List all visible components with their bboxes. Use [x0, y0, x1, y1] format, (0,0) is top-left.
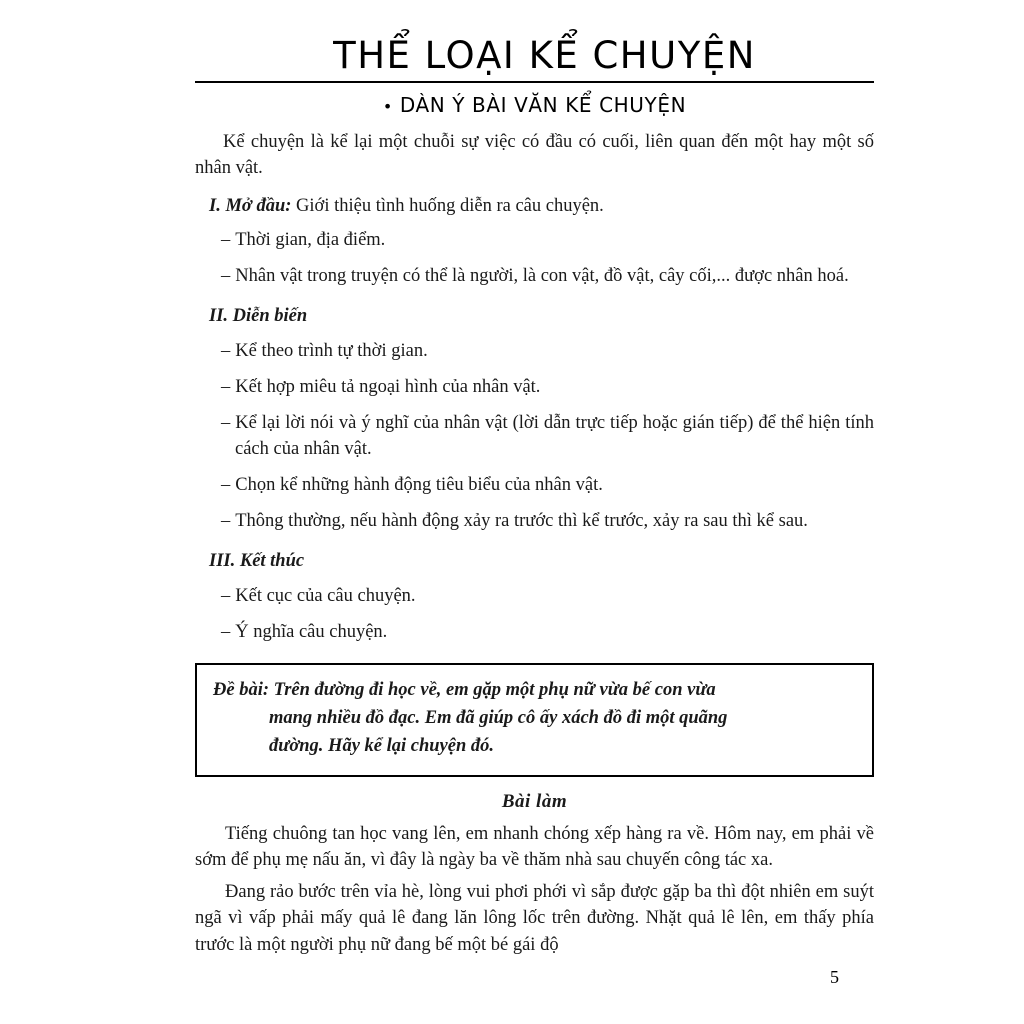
dash-icon: –: [221, 340, 231, 361]
list-item-text: Chọn kể những hành động tiêu biểu của nhân vật.: [235, 475, 603, 496]
list-item-text: Thời gian, địa điểm.: [235, 230, 386, 251]
dash-icon: –: [221, 621, 231, 642]
dash-icon: –: [221, 585, 231, 606]
list-item: [195, 263, 874, 290]
list-item: [195, 410, 874, 464]
section-heading-2: [195, 304, 874, 330]
dash-icon: –: [221, 230, 231, 251]
list-item: [195, 583, 874, 610]
dash-icon: –: [221, 376, 231, 397]
bullet-icon: •: [382, 97, 393, 116]
list-item: [195, 374, 874, 401]
section-subtitle: [195, 93, 874, 117]
dash-icon: –: [221, 266, 231, 287]
list-item-text: Thông thường, nếu hành động xảy ra trước thì kể trước, xảy ra sau thì kể sau.: [235, 511, 808, 531]
assignment-prompt-box: [195, 663, 874, 776]
intro-paragraph: Kể chuyện là kể lại một chuỗi sự việc có đầu có cuối, liên quan đến một hay một số nhân vật.: [195, 132, 874, 179]
essay-paragraph: Tiếng chuông tan học vang lên, em nhanh chóng xếp hàng ra về. Hôm nay, em phải về sớm để phụ mẹ nấu ăn, vì đây là ngày ba về thăm nhà sau chuyến công tác xa.: [195, 823, 874, 870]
prompt-line-2: mang nhiều đồ đạc. Em đã giúp cô ấy xách đồ đi một quãng: [269, 708, 728, 729]
list-item: [195, 472, 874, 499]
dash-icon: –: [221, 511, 231, 531]
list-item: [195, 338, 874, 365]
list-item-text: Kết cục của câu chuyện.: [235, 585, 416, 606]
list-item: [195, 508, 874, 535]
list-item: [195, 227, 874, 254]
essay-paragraph: Đang rảo bước trên vỉa hè, lòng vui phơi phới vì sắp được gặp ba thì đột nhiên em suýt ngã vì vấp phải mấy quả lê đang lăn lông lốc trên đường. Nhặt quả lê lên, em thấy phía trước là một người phụ nữ đang bế một bé gái độ: [195, 882, 874, 955]
page-title: THỂ LOẠI KỂ CHUYỆN: [333, 34, 756, 77]
prompt-line-1: Đề bài: Trên đường đi học về, em gặp một phụ nữ vừa bế con vừa: [213, 680, 716, 701]
list-item-text: Ý nghĩa câu chuyện.: [235, 621, 388, 642]
subtitle-text: DÀN Ý BÀI VĂN KỂ CHUYỆN: [399, 93, 687, 117]
section-label-2: II. Diễn biến: [209, 306, 308, 327]
section-label-1: I. Mở đầu:: [209, 195, 292, 216]
page-number: 5: [830, 967, 839, 987]
title-divider: [195, 81, 874, 83]
list-item-text: Kể lại lời nói và ý nghĩ của nhân vật (lời dẫn trực tiếp hoặc gián tiếp) để thể hiện tính cách của nhân vật.: [235, 412, 874, 460]
prompt-line-3: đường. Hãy kể lại chuyện đó.: [269, 735, 495, 756]
essay-heading: Bài làm: [501, 790, 568, 812]
dash-icon: –: [221, 475, 231, 496]
section-label-3: III. Kết thúc: [209, 550, 305, 571]
list-item-text: Kết hợp miêu tả ngoại hình của nhân vật.: [235, 376, 541, 397]
section-heading-3: [195, 549, 874, 575]
section-text-1: Giới thiệu tình huống diễn ra câu chuyện.: [291, 195, 604, 216]
list-item: [195, 619, 874, 646]
list-item-text: Nhân vật trong truyện có thể là người, là con vật, đồ vật, cây cối,... được nhân hoá.: [235, 266, 849, 287]
dash-icon: –: [221, 412, 231, 433]
list-item-text: Kể theo trình tự thời gian.: [235, 340, 428, 361]
section-heading-1: [195, 194, 874, 220]
